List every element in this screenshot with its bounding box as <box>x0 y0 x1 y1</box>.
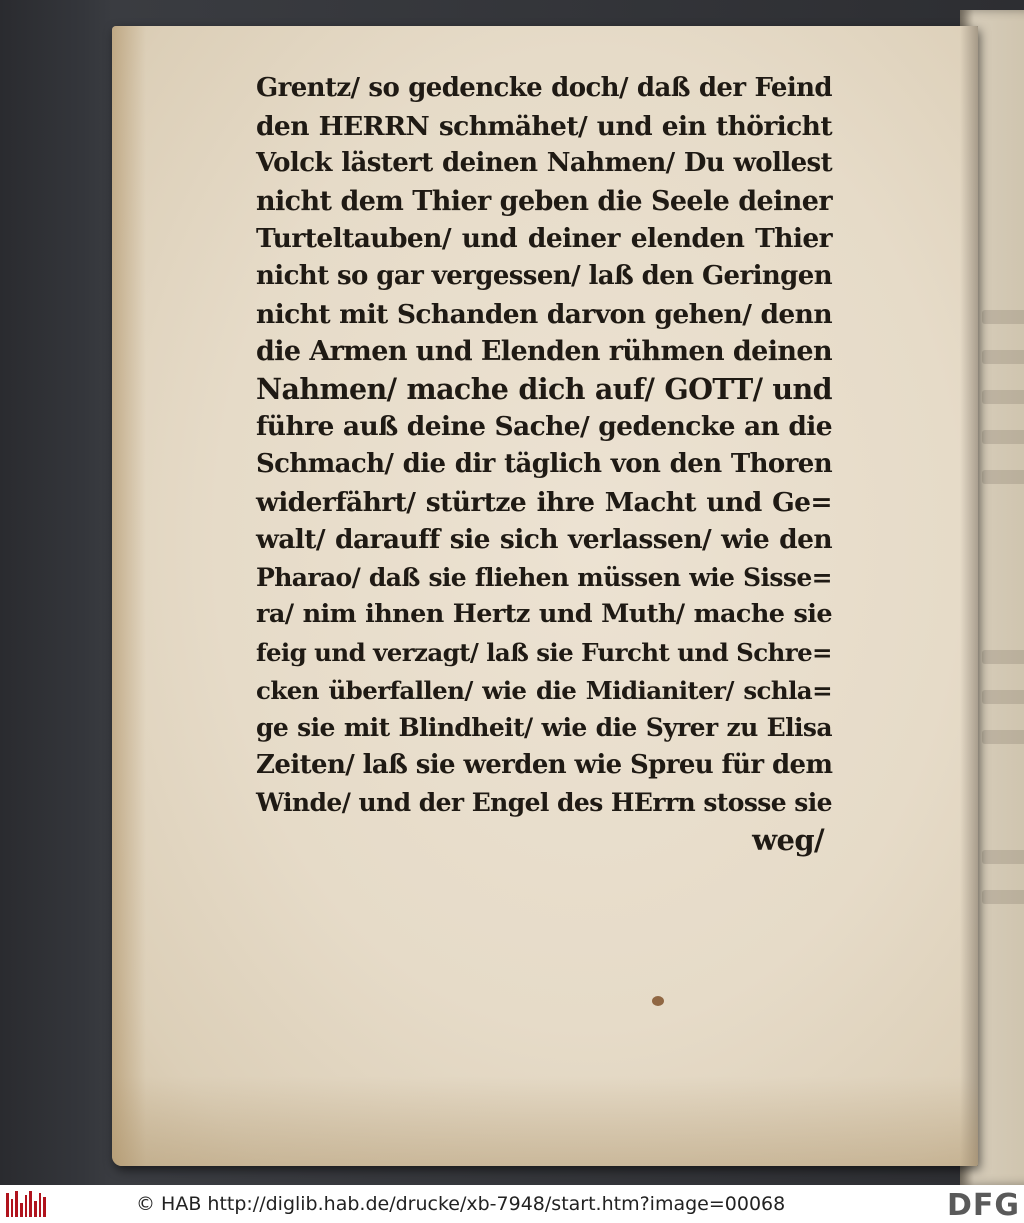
text-line: widerfährt/ stürtze ihre Macht und Ge= <box>256 486 832 518</box>
text-line: feig und verzagt/ laß sie Furcht und Schre= <box>256 637 832 667</box>
text-line: Pharao/ daß sie fliehen müssen wie Sisse= <box>256 562 832 592</box>
text-line: Zeiten/ laß sie werden wie Spreu für dem <box>256 749 833 780</box>
paper-stain <box>652 996 664 1006</box>
text-line: Grentz/ so gedencke doch/ daß der Feind <box>256 73 832 103</box>
citation-link[interactable]: © HAB http://diglib.hab.de/drucke/xb-7948/start.htm?image=00068 <box>136 1193 786 1215</box>
text-line: Schmach/ die dir täglich von den Thoren <box>256 448 832 479</box>
text-line: Winde/ und der Engel des HErrn stosse sie <box>256 788 832 818</box>
text-line: cken überfallen/ wie die Midianiter/ schla= <box>256 675 832 705</box>
text-line: Volck lästert deinen Nahmen/ Du wollest <box>256 148 832 179</box>
text-line: walt/ darauff sie sich verlassen/ wie den <box>256 524 832 556</box>
catchword: weg/ <box>752 822 824 857</box>
text-line: nicht mit Schanden darvon gehen/ denn <box>256 298 832 330</box>
gutter-shadow <box>960 26 978 1166</box>
page-text <box>256 70 832 859</box>
text-line: die Armen und Elenden rühmen deinen <box>256 336 832 368</box>
text-line: führe auß deine Sache/ gedencke an die <box>256 411 832 443</box>
dfg-logo: DFG <box>946 1188 1020 1223</box>
hab-logo-icon <box>6 1191 46 1217</box>
text-line: Turteltauben/ und deiner elenden Thier <box>256 223 832 255</box>
text-line: Nahmen/ mache dich auf/ GOTT/ und <box>256 371 832 406</box>
text-line: ra/ nim ihnen Hertz und Muth/ mache sie <box>256 599 832 630</box>
footer-bar <box>0 1185 1024 1223</box>
text-line: ge sie mit Blindheit/ wie die Syrer zu Elisa <box>256 713 832 743</box>
text-line: nicht so gar vergessen/ laß den Geringen <box>256 260 832 291</box>
text-line: nicht dem Thier geben die Seele deiner <box>256 185 832 217</box>
text-line: den HERRN schmähet/ und ein thöricht <box>256 110 832 142</box>
